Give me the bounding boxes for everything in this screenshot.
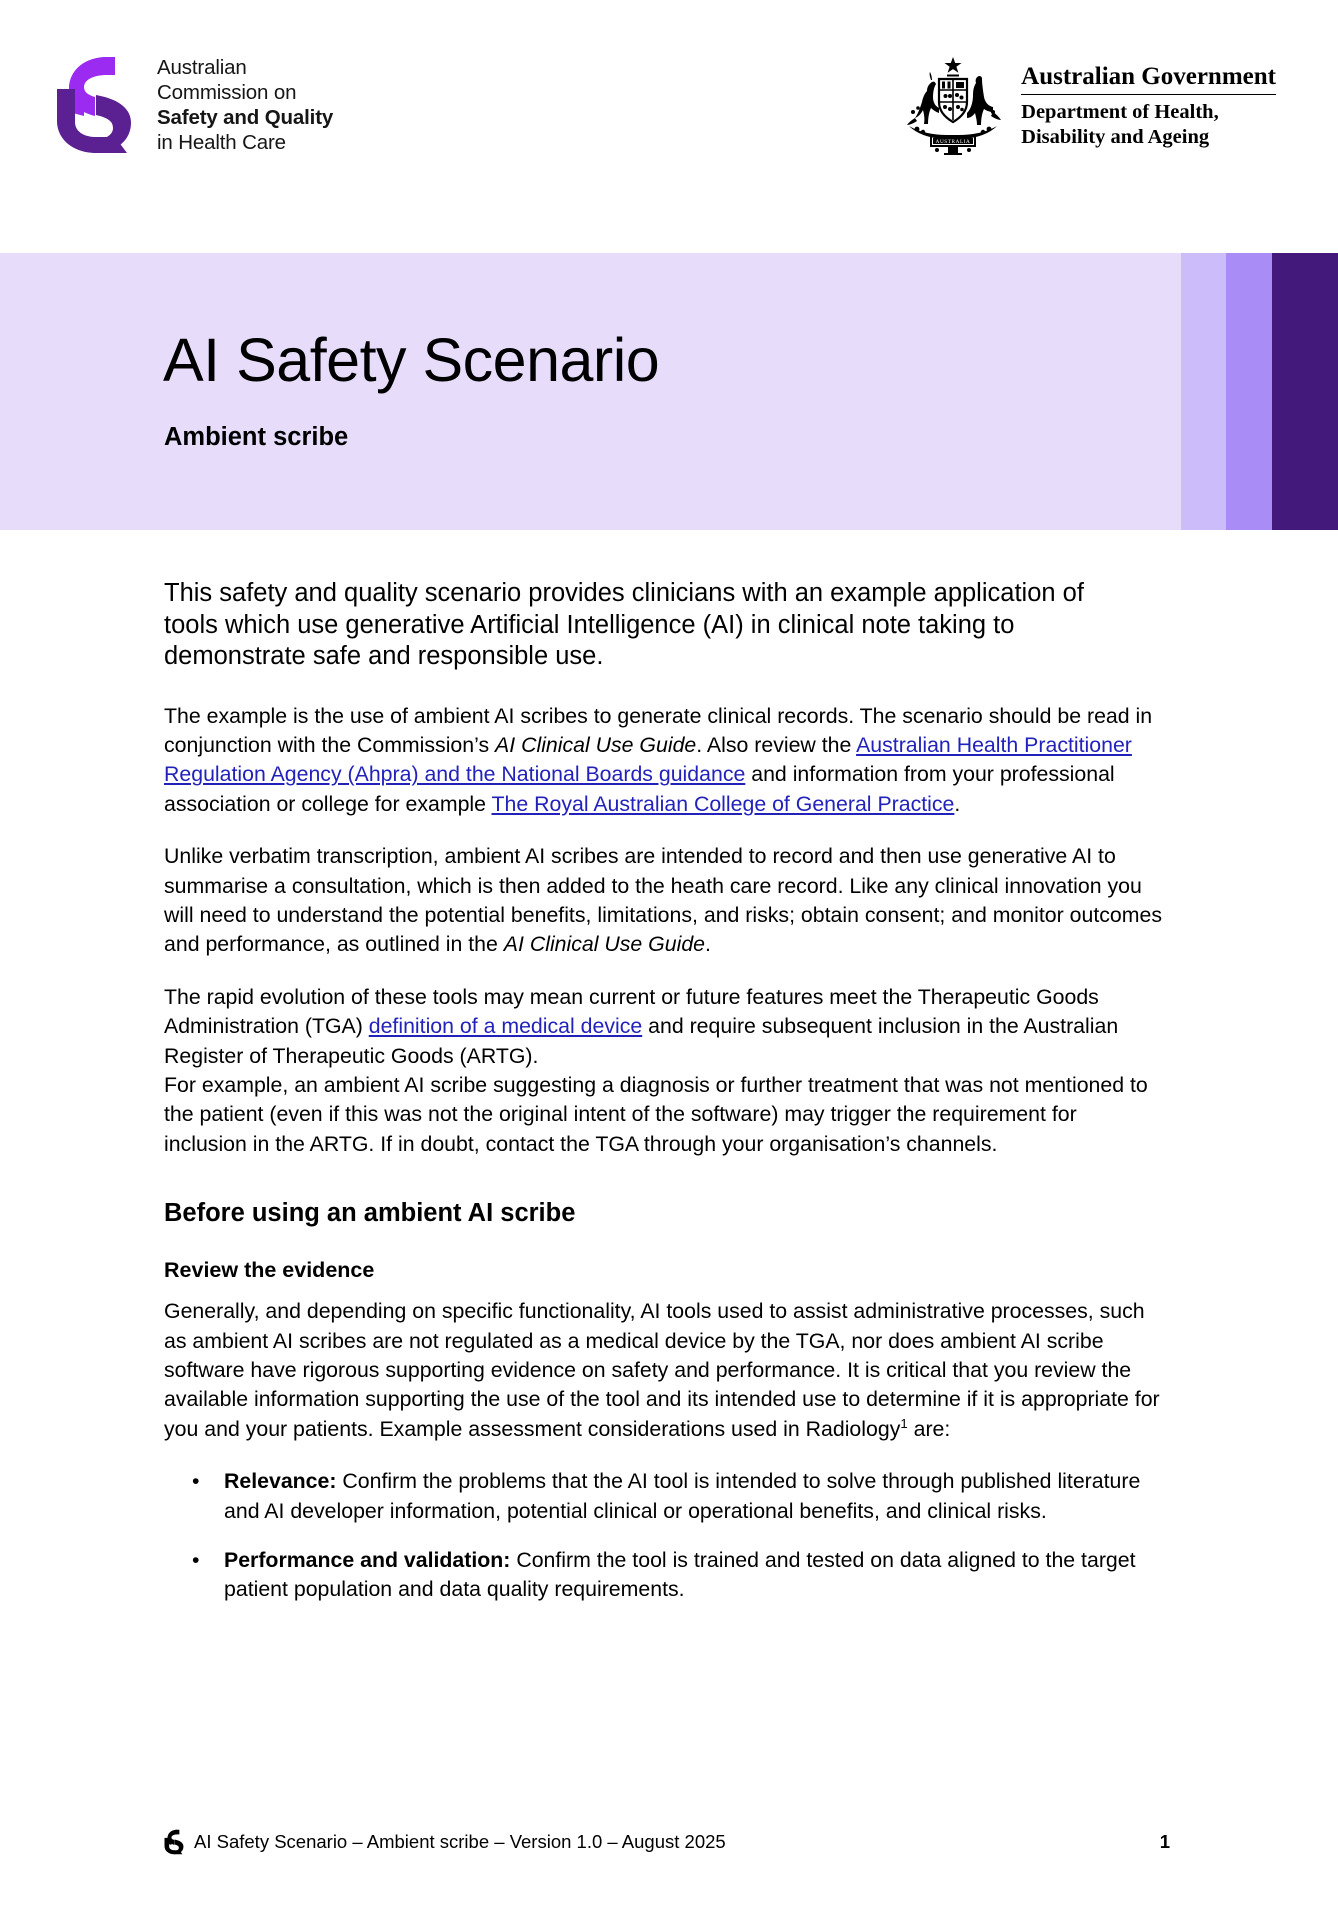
commonwealth-coat-of-arms-icon [901,52,1005,156]
list-item [164,1467,1164,1526]
para3-text-1: Unlike verbatim transcription, ambient AI scribes are intended to record and then use generative AI to summarise a consultation, which is then added to the heath care record. Like any clinical innovation you will need to understand the potential benefits, limitations, and risks; obtain consent; and monitor outcomes and performance, as outlined in the [164,844,1162,957]
racgp-link[interactable]: The Royal Australian College of General Practice [491,791,955,816]
commission-line-2: Commission on [157,81,297,104]
government-title: Australian Government [1021,63,1276,90]
footer-page-number: 1 [1159,1831,1170,1852]
para5-text-1: Generally, and depending on specific functionality, AI tools used to assist administrative processes, such as ambient AI scribes are not regulated as a medical device by the TGA, nor does ambient AI scribe software have rigorous supporting evidence on safety and performance. It is critical that you review the available information supporting the use of the tool and its intended use to determine if it is appropriate for you and your patients. Example assessment considerations used in Radiology [164,1299,1160,1441]
paragraph-tga-regulation [164,983,1164,1159]
acsqhc-sq-monogram-small-icon [164,1829,185,1855]
department-line-2: Disability and Ageing [1021,126,1210,148]
para2-guide-title: AI Clinical Use Guide [495,732,697,757]
government-divider [1021,94,1276,95]
page-title: AI Safety Scenario [163,326,660,394]
page-subtitle: Ambient scribe [164,423,349,451]
subsection-heading-review-evidence: Review the evidence [164,1258,375,1283]
bullet-icon: • [192,1548,200,1573]
document-body [164,578,1164,1625]
bullet-text-performance: Confirm the tool is trained and tested on data aligned to the target patient population and data quality requirements. [224,1548,1136,1602]
para3-guide-title: AI Clinical Use Guide [503,932,706,957]
government-wordmark [1021,52,1276,150]
para4-text-1: The rapid evolution of these tools may mean current or future features meet the Therapeutic Goods Administration (TGA) [164,984,1099,1039]
banner-stripe-dark [1272,253,1338,530]
department-line-1: Department of Health, [1021,101,1219,123]
ahpra-guidance-link[interactable]: Australian Health Practitioner Regulation Agency (Ahpra) and the National Boards guidance [164,732,1132,787]
svg-text:AUSTRALIA: AUSTRALIA [935,139,971,146]
banner-stripe-medium [1226,253,1272,530]
bullet-text-relevance: Confirm the problems that the AI tool is intended to solve through published literature and AI developer information, potential clinical or operational benefits, and clinical risks. [224,1469,1141,1523]
para3-text-2: . [705,932,711,957]
bullet-lead-performance: Performance and validation: [224,1548,511,1573]
medical-device-definition-link[interactable]: definition of a medical device [368,1014,643,1039]
commission-logo [55,55,333,155]
banner-stripe-light [1181,253,1226,530]
para4-text-3: For example, an ambient AI scribe suggesting a diagnosis or further treatment that was not mentioned to the patient (even if this was not the original intent of the software) may trigger the requirement for inclusion in the ARTG. If in doubt, contact the TGA through your organisation’s channels. [164,1072,1148,1156]
section-heading-before-using: Before using an ambient AI scribe [164,1199,576,1228]
footer-document-title: AI Safety Scenario – Ambient scribe – Version 1.0 – August 2025 [194,1831,726,1852]
assessment-considerations-list [164,1467,1164,1605]
list-item [164,1546,1164,1605]
commission-line-3: Safety and Quality [157,106,334,129]
paragraph-review-evidence [164,1297,1164,1444]
para5-text-2: are: [907,1416,951,1441]
government-logo [901,52,1276,156]
footnote-reference-1: 1 [900,1415,908,1431]
commission-logo-wordmark [157,55,333,155]
para2-text-1: The example is the use of ambient AI scribes to generate clinical records. The scenario should be read in conjunction with the Commission’s [164,703,1153,757]
masthead [0,0,1338,253]
acsqhc-sq-monogram-icon [55,55,137,155]
paragraph-scenario-context [164,702,1164,820]
para2-text-2: . Also review the [696,732,857,757]
para2-text-3: and information from your professional association or college for example [164,762,1115,816]
bullet-lead-relevance: Relevance: [224,1469,337,1494]
para4-text-2: and require subsequent inclusion in the Australian Register of Therapeutic Goods (ARTG). [164,1014,1119,1068]
commission-line-1: Australian [157,56,247,79]
paragraph-ambient-scribe-definition [164,842,1164,960]
footer-left-group [164,1829,726,1855]
page-footer [164,1829,1170,1855]
bullet-icon: • [192,1469,200,1494]
para2-text-4: . [954,791,961,816]
commission-line-4: in Health Care [157,131,286,154]
lead-paragraph: This safety and quality scenario provides clinicians with an example application of tools which use generative Artificial Intelligence (AI) in clinical note taking to demonstrate safe and responsible use. [164,579,1084,670]
